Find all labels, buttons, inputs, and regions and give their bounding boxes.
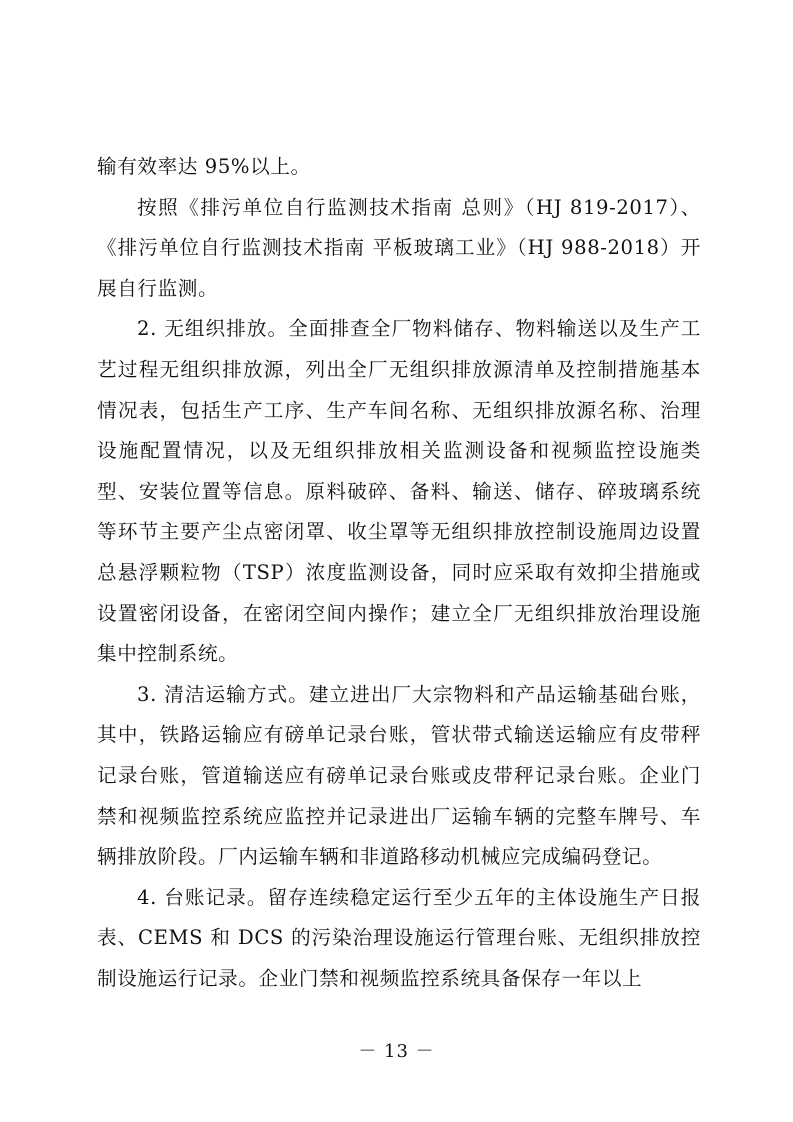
paragraph-clean-transport: 3. 清洁运输方式。建立进出厂大宗物料和产品运输基础台账，其中，铁路运输应有磅单记录台账，管状带式输送运输应有皮带秤记录台账，管道输送应有磅单记录台账或皮带秤记录台账。企业门禁和视频监控系统应监控并记录进出厂运输车辆的完整车牌号、车辆排放阶段。厂内运输车辆和非道路移动机械应完成编码登记。 (97, 682, 701, 869)
paragraph-continuation: 输有效率达 95%以上。 (97, 155, 311, 178)
paragraph-monitoring-standards: 按照《排污单位自行监测技术指南 总则》（HJ 819-2017）、《排污单位自行监测技术指南 平板玻璃工业》（HJ 988-2018）开展自行监测。 (97, 195, 701, 300)
paragraph-fugitive-emissions: 2. 无组织排放。全面排查全厂物料储存、物料输送以及生产工艺过程无组织排放源，列出全厂无组织排放源清单及控制措施基本情况表，包括生产工序、生产车间名称、无组织排放源名称、治理设施配置情况，以及无组织排放相关监测设备和视频监控设施类型、安装位置等信息。原料破碎、备料、输送、储存、碎玻璃系统等环节主要产尘点密闭罩、收尘罩等无组织排放控制设施周边设置总悬浮颗粒物（TSP）浓度监测设备，同时应采取有效抑尘措施或设置密闭设备，在密闭空间内操作；建立全厂无组织排放治理设施集中控制系统。 (97, 317, 701, 666)
page-number: － 13 － (358, 1041, 435, 1062)
paragraph-ledger-records: 4. 台账记录。留存连续稳定运行至少五年的主体设施生产日报表、CEMS 和 DCS 的污染治理设施运行管理台账、无组织排放控制设施运行记录。企业门禁和视频监控系统具备保存一年以上 (97, 885, 701, 990)
body-text (97, 147, 701, 999)
